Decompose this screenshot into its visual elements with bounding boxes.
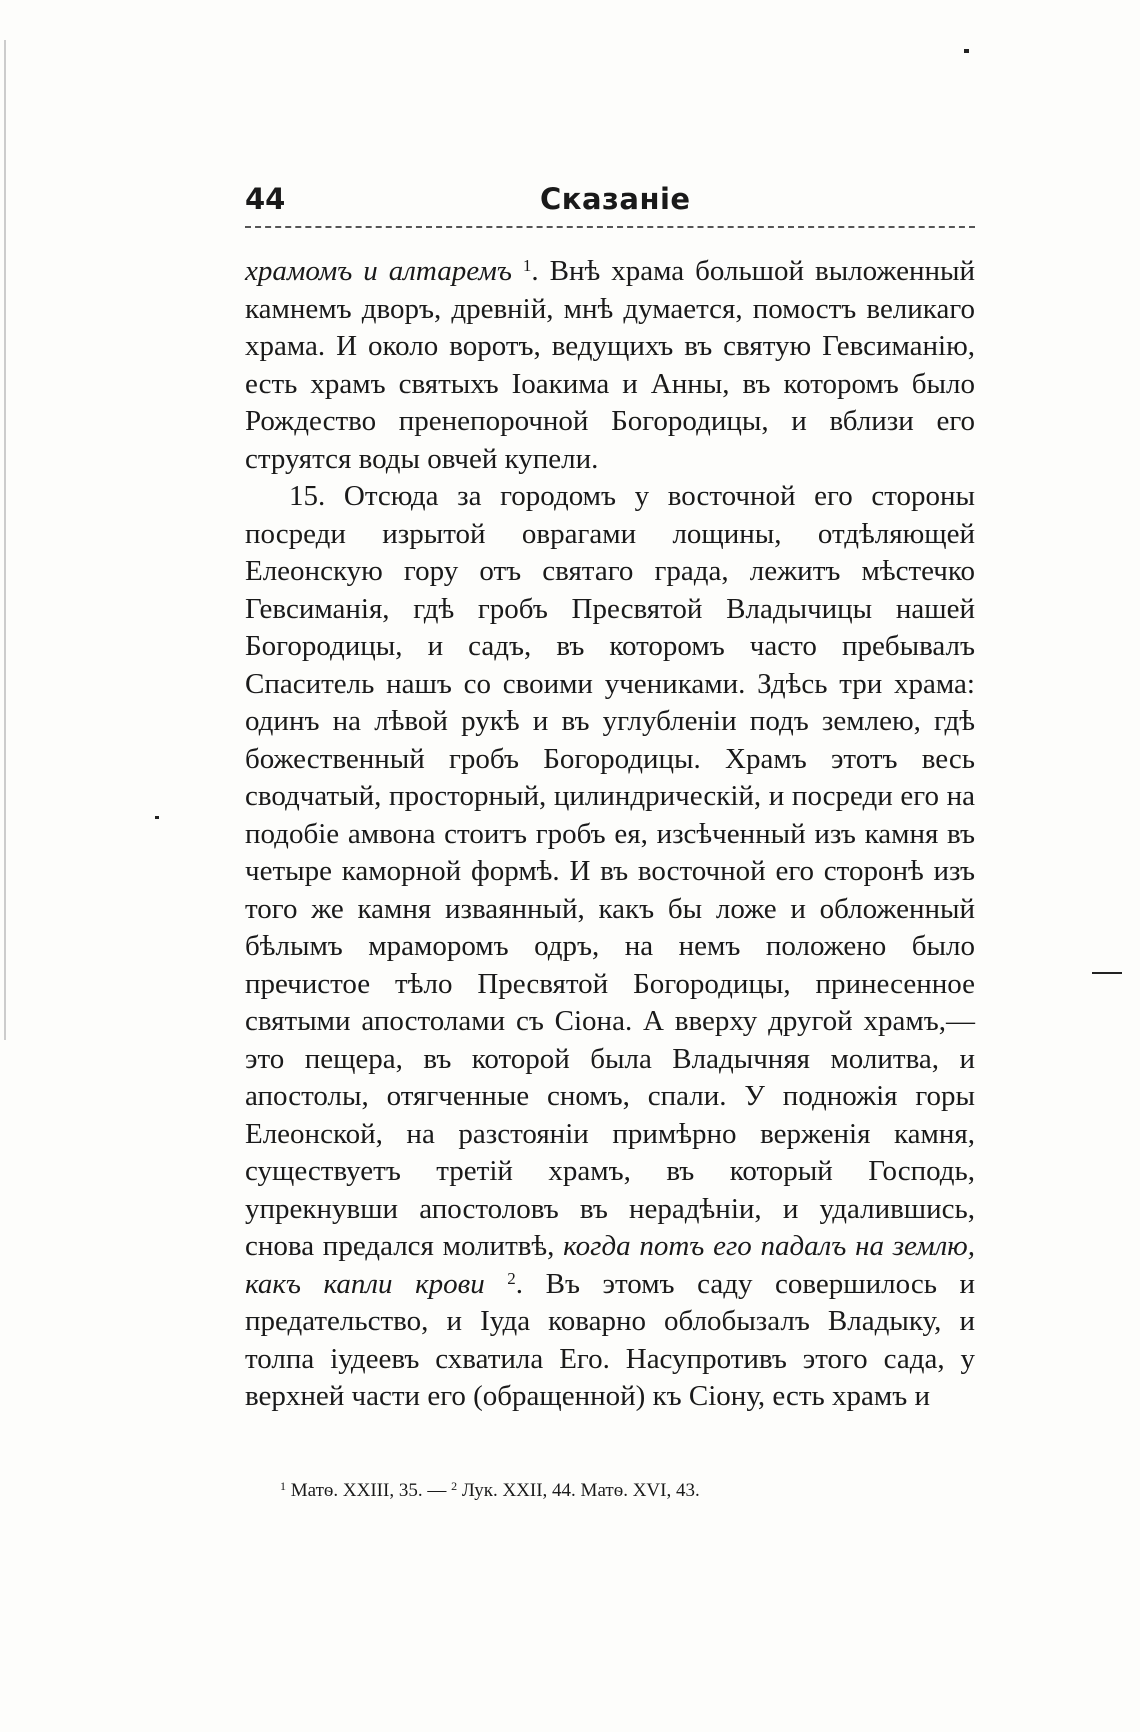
main-text <box>245 253 975 1416</box>
footnote-ref: Матѳ. XXIII, 35. — <box>290 1480 447 1501</box>
footnote-ref: Лук. XXII, 44. Матѳ. XVI, 43. <box>461 1480 700 1501</box>
paragraph-text: 15. Отсюда за городомъ у восточной его стороны посреди изрытой оврагами лощины, отдѣляющей Елеонскую гору отъ святаго града, лежитъ мѣстечко Гевсиманія, гдѣ гробъ Пресвятой Владычицы нашей Богородицы, и садъ, въ которомъ часто пребывалъ Спаситель нашъ со своими учениками. Здѣсь три храма: одинъ на лѣвой рукѣ и въ углубленіи подъ землею, гдѣ божественный гробъ Богородицы. Храмъ этотъ весь сводчатый, просторный, цилиндрическій, и посреди его на подобіе амвона стоитъ гробъ ея, изсѣченный изъ камня въ четыре каморной формѣ. И въ восточной его сторонѣ изъ того же камня изваянный, какъ бы ложе и обложенный бѣлымъ мраморомъ одръ, на немъ положено было пречистое тѣло Пресвятой Богородицы, принесенное святыми апостолами съ Сіона. А вверху другой храмъ,— это пещера, въ которой была Владычняя молитва, и апостолы, отягченные сномъ, спали. У подножія горы Елеонской, на разстояніи примѣрно верженія камня, существуетъ третій храмъ, въ который Господь, упрекнувши апостоловъ въ нерадѣніи, и удалившись, снова предался молитвѣ, <box>245 480 975 1262</box>
page-number: 44 <box>245 182 286 216</box>
footnote-marker: 2 <box>451 1479 458 1493</box>
scan-dash <box>1092 972 1122 974</box>
scripture-quote: храмомъ и алтаремъ <box>245 255 512 287</box>
scripture-quote: когда потъ его падалъ на землю, какъ капли крови <box>245 1230 976 1300</box>
scan-edge <box>4 40 6 1040</box>
running-header <box>245 182 975 222</box>
paragraph-text: . Внѣ храма большой выложенный камнемъ дворъ, древній, мнѣ думается, помостъ великаго храма. И около воротъ, ведущихъ въ святую Гевсиманію, есть храмъ святыхъ Іоакима и Анны, въ которомъ было Рождество пренепорочной Богородицы, и вблизи его струятся воды овчей купели. <box>245 255 975 475</box>
running-title: Сказаніе <box>540 182 691 216</box>
footnote-marker: 1 <box>522 256 532 275</box>
footnote-marker: 2 <box>507 1268 516 1288</box>
footnotes <box>280 1478 980 1504</box>
footnote-marker: 1 <box>280 1479 286 1493</box>
paragraph-continued <box>245 253 975 478</box>
scan-speck <box>964 49 969 53</box>
paragraph-text: . Въ этомъ саду совершилось и предательство, и Іуда коварно облобызалъ Владыку, и толпа іудеевъ схватила Его. Насупротивъ этого сада, у верхней части его (обращенной) къ Сіону, есть храмъ и <box>245 1267 975 1412</box>
scan-speck <box>155 816 159 819</box>
paragraph-15 <box>245 478 975 1416</box>
header-rule <box>245 226 975 228</box>
